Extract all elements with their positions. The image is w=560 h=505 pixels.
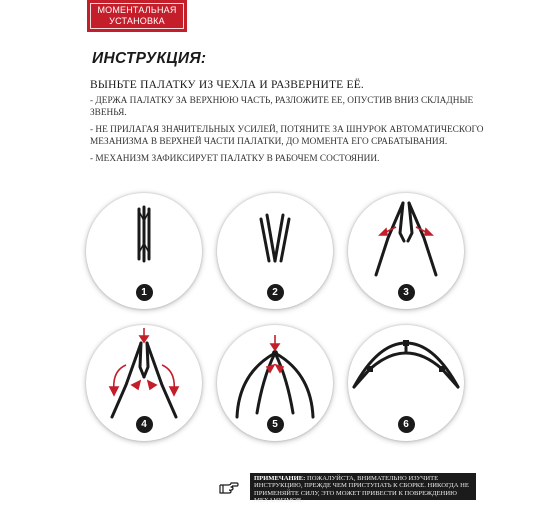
instruction-lead: ВЫНЬТЕ ПАЛАТКУ ИЗ ЧЕХЛА И РАЗВЕРНИТЕ ЕЁ. [90, 79, 365, 91]
step-5-illustration [217, 325, 333, 441]
instruction-step-text-2: - НЕ ПРИЛАГАЯ ЗНАЧИТЕЛЬНЫХ УСИЛЕЙ, ПОТЯНИТЕ ЗА ШНУРОК АВТОМАТИЧЕСКОГО МЕЗАНИЗМА В ВЕРХНЕЙ ЧАСТИ ПАЛАТКИ, ДО МОМЕНТА ЕГО СРАБАТЫВАНИЯ. [90, 125, 484, 147]
instruction-step-text-3: - МЕХАНИЗМ ЗАФИКСИРУЕТ ПАЛАТКУ В РАБОЧЕМ СОСТОЯНИИ. [90, 154, 380, 164]
pointing-hand-icon [219, 479, 239, 495]
step-1-illustration [86, 193, 202, 309]
step-number-badge: 3 [398, 284, 415, 301]
step-6-illustration [348, 325, 464, 441]
step-number-badge: 4 [136, 416, 153, 433]
instruction-text [90, 79, 490, 172]
instant-setup-badge [87, 0, 187, 32]
step-number-badge: 1 [136, 284, 153, 301]
note-box [250, 473, 476, 505]
step-2-illustration [217, 193, 333, 309]
badge-line-2: УСТАНОВКА [109, 15, 165, 26]
instruction-step-text-1: - ДЕРЖА ПАЛАТКУ ЗА ВЕРХНЮЮ ЧАСТЬ, РАЗЛОЖИТЕ ЕЕ, ОПУСТИВ ВНИЗ СКЛАДНЫЕ ЗВЕНЬЯ. [90, 96, 474, 118]
step-4-illustration [86, 325, 202, 441]
step-number-badge: 2 [267, 284, 284, 301]
step-number-badge: 6 [398, 416, 415, 433]
note-text: ПОЖАЛУЙСТА, ВНИМАТЕЛЬНО ИЗУЧИТЕ ИНСТРУКЦИЮ, ПРЕЖДЕ ЧЕМ ПРИСТУПАТЬ К СБОРКЕ. НИКОГДА НЕ ПРИМЕНЯЙТЕ СИЛУ, ЭТО МОЖЕТ ПРИВЕСТИ К ПОВРЕЖДЕНИЮ МЕХАНИЗМОВ. [254, 475, 469, 505]
instruction-title: ИНСТРУКЦИЯ: [92, 50, 207, 67]
badge-line-1: МОМЕНТАЛЬНАЯ [97, 5, 177, 15]
step-number-badge: 5 [267, 416, 284, 433]
step-3-illustration [348, 193, 464, 309]
note-label: ПРИМЕЧАНИЕ: [254, 475, 306, 482]
